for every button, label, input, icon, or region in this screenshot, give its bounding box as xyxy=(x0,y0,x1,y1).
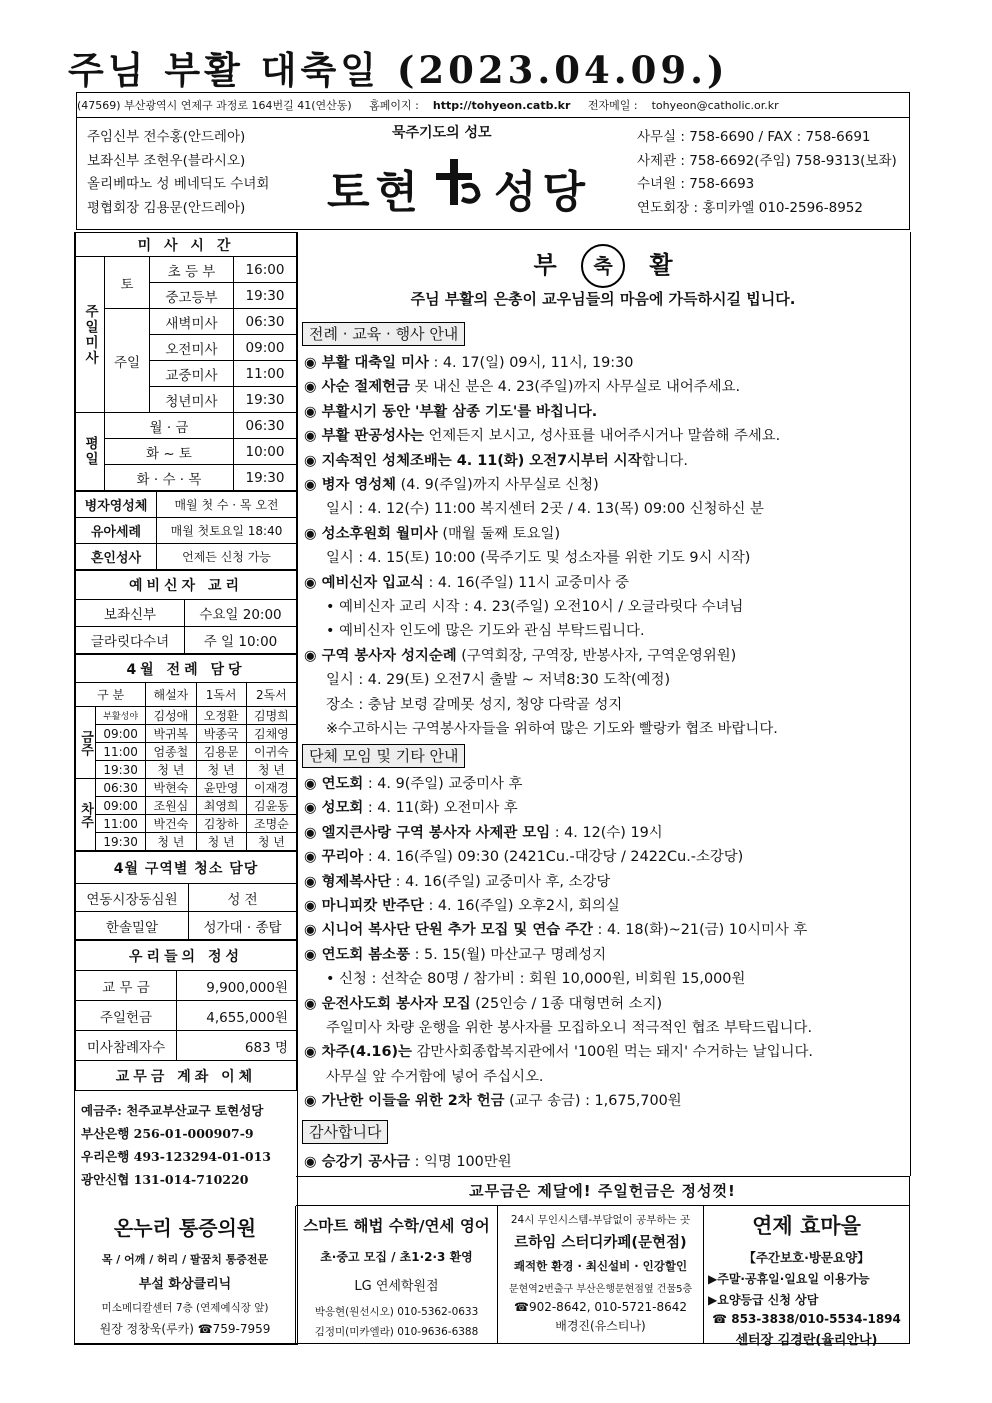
ad-studycafe xyxy=(498,1206,704,1344)
notice-detail: 장소 : 충남 보령 갈메못 성지, 청양 다락골 성지 xyxy=(326,696,623,713)
catechumen-time: 주 일 10:00 xyxy=(185,627,297,654)
heading-char: 활 xyxy=(649,250,673,279)
ad-line: 24시 무인시스템-부담없이 공부하는 곳 xyxy=(510,1214,691,1226)
notice-title: ◉ 사순 절제헌금 xyxy=(304,379,410,396)
account-line: 우리은행 493-123294-01-013 xyxy=(81,1149,271,1164)
notice-text: : 4. 12(수) 19시 xyxy=(550,824,663,841)
notice-title: ◉ 병자 영성체 xyxy=(304,477,397,494)
notice-detail: • 예비신자 인도에 많은 기도와 관심 부탁드립니다. xyxy=(326,623,645,640)
notice-detail: 주일미사 차량 운행을 위한 봉사자를 모집하오니 적극적인 협조 부탁드립니다. xyxy=(326,1020,813,1037)
liturgy-cell: 청 년 xyxy=(246,833,296,851)
weekday-time: 10:00 xyxy=(233,439,296,465)
staff-line: 평협회장 김용문(안드레아) xyxy=(87,199,246,216)
section-groups: 단체 모임 및 기타 안내 xyxy=(302,744,465,768)
mass-time-table xyxy=(75,232,297,491)
staff-list xyxy=(87,126,269,220)
mass-name: 새벽미사 xyxy=(150,309,234,335)
offering-value: 9,900,000원 xyxy=(177,971,297,1001)
news-column xyxy=(296,232,911,1176)
sacrament-time: 언제든 신청 가능 xyxy=(157,544,297,570)
liturgy-cell: 11:00 xyxy=(96,743,146,761)
sacrament-name: 혼인성사 xyxy=(76,544,157,570)
notice-text: (교구 송금) : 1,675,700원 xyxy=(504,1093,682,1110)
logo-text-right: 성당 xyxy=(494,167,592,218)
mass-name: 중고등부 xyxy=(150,283,234,309)
thanks-notices xyxy=(304,1150,512,1174)
notice-title: ◉ 꾸리아 xyxy=(304,849,364,866)
notice-text: : 4. 18(화)~21(금) 10시미사 후 xyxy=(592,922,808,939)
mass-time: 19:30 xyxy=(233,283,296,309)
weekday-time: 06:30 xyxy=(233,413,296,439)
notice-detail: ※수고하시는 구역봉사자들을 위하여 많은 기도와 빨랑카 협조 바랍니다. xyxy=(326,721,778,738)
ad-line: 센터장 김경란(율리안나) xyxy=(735,1333,878,1348)
offering-table xyxy=(75,940,297,1091)
liturgy-cell: 이귀숙 xyxy=(246,743,296,761)
ad-carecenter xyxy=(704,1206,910,1348)
notice-line xyxy=(304,571,780,595)
weekday-mass-label: 평일 xyxy=(76,413,105,491)
ad-title: 스마트 해법 수학/연세 영어 xyxy=(303,1217,490,1235)
notice-line xyxy=(304,375,780,399)
liturgy-cell: 09:00 xyxy=(96,797,146,815)
notice-text: : 4. 17(일) 09시, 11시, 19:30 xyxy=(428,355,634,371)
this-week-label: 금주 xyxy=(76,707,96,779)
notice-line xyxy=(304,967,813,991)
weekday-time: 19:30 xyxy=(233,465,296,491)
liturgy-cell: 박귀복 xyxy=(146,725,196,743)
ad-line: 부설 화상클리닉 xyxy=(138,1277,232,1292)
liturgy-title: 4월 전례 담당 xyxy=(76,655,297,683)
ad-line: 원장 정창욱(루카) ☎759-7959 xyxy=(99,1322,271,1336)
notice-title: ◉ 엘지큰사랑 구역 봉사자 사제관 모임 xyxy=(304,824,551,841)
liturgy-cell: 청 년 xyxy=(246,761,296,779)
notice-line xyxy=(304,918,813,942)
weekday-name: 월 · 금 xyxy=(105,413,234,439)
sacrament-time: 매월 첫토요일 18:40 xyxy=(157,518,297,544)
sacrament-table xyxy=(75,491,297,570)
liturgy-cell: 엄종철 xyxy=(146,743,196,761)
mass-time: 16:00 xyxy=(233,257,296,283)
left-column xyxy=(74,232,298,1345)
mass-name: 교중미사 xyxy=(150,361,234,387)
cleaning-area: 성가대 · 종탑 xyxy=(189,912,297,940)
sacrament-time: 매월 첫 수 · 목 오전 xyxy=(157,492,297,518)
liturgy-cell: 김성애 xyxy=(146,707,196,725)
page-title: 주님 부활 대축일 (2023.04.09.) xyxy=(68,48,729,92)
notice-text: : 4. 16(주일) 09:30 (2421Cu.-대강당 / 2422Cu.-소강당) xyxy=(363,849,744,866)
weekday-name: 화 · 수 · 목 xyxy=(105,465,234,491)
catechumen-teacher: 글라릿다수녀 xyxy=(76,627,185,654)
footer-slogan: 교무금은 제달에! 주일헌금은 정성껏! xyxy=(296,1176,910,1206)
notice-title: ◉ 운전사도회 봉사자 모집 xyxy=(304,995,471,1012)
notice-line xyxy=(304,1089,813,1113)
notice-title: ◉ 연도회 봄소풍 xyxy=(304,946,410,963)
liturgy-cell: 09:00 xyxy=(96,725,146,743)
notice-line xyxy=(304,772,813,796)
notice-line xyxy=(304,644,780,668)
contact-line: 사제관 : 758-6692(주임) 758-9313(보좌) xyxy=(637,152,897,169)
parish-logo xyxy=(327,156,591,220)
parish-header xyxy=(76,118,910,230)
mass-time: 19:30 xyxy=(233,387,296,413)
offering-label: 주일헌금 xyxy=(76,1001,177,1031)
notice-text: : 4. 11(화) 오전미사 후 xyxy=(363,800,518,817)
liturgy-cell: 조명순 xyxy=(246,815,296,833)
ad-line: 박응현(원선시오) 010-5362-0633 xyxy=(314,1306,479,1318)
liturgy-cell: 박현숙 xyxy=(146,779,196,797)
notice-line xyxy=(304,870,813,894)
notice-text: (4. 9(주일)까지 사무실로 신청) xyxy=(396,477,599,494)
liturgy-cell: 김창하 xyxy=(196,815,246,833)
sacrament-name: 병자영성체 xyxy=(76,492,157,518)
notice-detail: 일시 : 4. 15(토) 10:00 (묵주기도 및 성소자를 위한 기도 9시 시작) xyxy=(326,550,751,567)
staff-line: 주임신부 전수홍(안드레아) xyxy=(87,129,246,145)
notice-text: (25인승 / 1종 대형면허 소지) xyxy=(470,995,663,1012)
notice-title: ◉ 승강기 공사금 xyxy=(304,1154,410,1170)
sun-label: 주일 xyxy=(105,309,150,413)
notice-text: : 4. 9(주일) 교중미사 후 xyxy=(363,776,523,792)
greeting: 주님 부활의 은총이 교우님들의 마음에 가득하시길 빕니다. xyxy=(410,290,796,308)
homepage-link[interactable]: http://tohyeon.catb.kr xyxy=(432,99,571,112)
notice-title: ◉ 마니피캇 반주단 xyxy=(304,898,424,915)
mass-time: 06:30 xyxy=(233,309,296,335)
liturgy-cell: 청 년 xyxy=(196,761,246,779)
catechumen-time: 수요일 20:00 xyxy=(185,600,297,627)
offering-value: 683 명 xyxy=(177,1031,297,1061)
sat-label: 토 xyxy=(105,257,150,309)
ad-line: LG 연세학원점 xyxy=(354,1279,439,1294)
notice-line xyxy=(304,693,780,717)
notice-detail: • 예비신자 교리 시작 : 4. 23(주일) 오전10시 / 오글라릿다 수녀님 xyxy=(326,599,744,616)
offering-label: 교 무 금 xyxy=(76,971,177,1001)
cross-icon xyxy=(424,157,494,218)
ad-line: 쾌적한 환경 · 최신설비 · 인강할인 xyxy=(513,1259,688,1273)
notice-detail: • 신청 : 선착순 80명 / 참가비 : 회원 10,000원, 비회원 15,000원 xyxy=(326,971,746,988)
easter-heading xyxy=(296,244,910,288)
ad-line: ☎ 853-3838/010-5534-1894 xyxy=(712,1312,901,1326)
notice-line xyxy=(304,845,813,869)
homepage-label: 홈페이지 : xyxy=(369,99,419,112)
notice-line xyxy=(304,546,780,570)
cleaning-table xyxy=(75,851,297,940)
notice-text: : 4. 16(주일) 교중미사 후, 소강당 xyxy=(391,873,611,890)
liturgy-cell: 윤만영 xyxy=(196,779,246,797)
col-header: 구 분 xyxy=(76,683,146,707)
account-holder: 예금주: 천주교부산교구 토현성당 xyxy=(81,1103,264,1118)
ad-line: ▶요양등급 신청 상담 xyxy=(708,1293,819,1307)
notice-text: 못 내신 분은 4. 23(주일)까지 사무실로 내어주세요. xyxy=(410,379,741,396)
ad-line: 목 / 어깨 / 허리 / 팔꿈치 통증전문 xyxy=(101,1253,269,1266)
notice-line xyxy=(304,595,780,619)
offering-title: 우리들의 정성 xyxy=(76,941,297,971)
notice-text: : 익명 100만원 xyxy=(410,1154,512,1170)
email-label: 전자메일 : xyxy=(587,99,638,112)
mass-time: 09:00 xyxy=(233,335,296,361)
liturgy-table xyxy=(75,654,297,851)
notice-line xyxy=(304,943,813,967)
liturgy-cell: 조원심 xyxy=(146,797,196,815)
ad-line: 문현역2번출구 부산은행문현점옆 건물5층 xyxy=(508,1284,693,1295)
notice-detail: 일시 : 4. 12(수) 11:00 복지센터 2곳 / 4. 13(목) 09:00 신청하신 분 xyxy=(326,501,764,518)
section-liturgy: 전례 · 교육 · 행사 안내 xyxy=(302,322,465,346)
ad-line: 초·중고 모집 / 초1·2·3 환영 xyxy=(320,1250,473,1264)
notice-line xyxy=(304,894,813,918)
account-list xyxy=(75,1091,297,1199)
liturgy-cell: 김윤동 xyxy=(246,797,296,815)
notice-line xyxy=(304,1065,813,1089)
logo-text-left: 토현 xyxy=(327,167,425,218)
notice-title: ◉ 시니어 복사단 단원 추가 모집 및 연습 주간 xyxy=(304,922,593,939)
notice-title: ◉ 성소후원회 월미사 xyxy=(304,525,438,542)
liturgy-cell: 청 년 xyxy=(146,833,196,851)
liturgy-cell: 청 년 xyxy=(146,761,196,779)
liturgy-cell: 이재경 xyxy=(246,779,296,797)
notice-title: ◉ 가난한 이들을 위한 2차 헌금 xyxy=(304,1093,505,1110)
notice-line xyxy=(304,1150,512,1174)
heading-emblem: 축 xyxy=(581,244,625,288)
contact-line: 사무실 : 758-6690 / FAX : 758-6691 xyxy=(637,129,871,145)
notice-title: ◉ 차주(4.16)는 xyxy=(304,1044,412,1061)
cleaning-area: 성 전 xyxy=(189,884,297,912)
liturgy-cell: 김명희 xyxy=(246,707,296,725)
contact-list xyxy=(637,126,897,220)
liturgy-cell: 김채영 xyxy=(246,725,296,743)
col-header: 1독서 xyxy=(196,683,246,707)
liturgy-cell: 박종국 xyxy=(196,725,246,743)
notice-line xyxy=(304,424,780,448)
notice-line xyxy=(304,351,780,375)
notice-title: ◉ 부활 대축일 미사 xyxy=(304,355,429,371)
notice-detail: 사무실 앞 수거함에 넣어 주십시오. xyxy=(326,1068,544,1085)
catechumen-teacher: 보좌신부 xyxy=(76,600,185,627)
liturgy-cell: 청 년 xyxy=(196,833,246,851)
ad-title: 르하임 스터디카페(문현점) xyxy=(514,1235,687,1251)
cleaning-district: 연동시장동심원 xyxy=(76,884,189,912)
mass-name: 청년미사 xyxy=(150,387,234,413)
liturgy-cell: 부활성야 xyxy=(96,707,146,725)
logo-subtitle: 묵주기도의 성모 xyxy=(392,125,492,141)
notice-line xyxy=(304,473,780,497)
notice-detail: 일시 : 4. 29(토) 오전7시 출발 ~ 저녁8:30 도착(예정) xyxy=(326,672,671,689)
notice-line xyxy=(304,1016,813,1040)
notice-line xyxy=(304,522,780,546)
mass-title: 미 사 시 간 xyxy=(76,233,297,257)
notice-title: ◉ 성모회 xyxy=(304,800,364,817)
notice-line xyxy=(304,449,780,473)
notice-line xyxy=(304,668,780,692)
notice-line xyxy=(304,619,780,643)
liturgy-cell: 오정환 xyxy=(196,707,246,725)
next-week-label: 차주 xyxy=(76,779,96,851)
heading-char: 부 xyxy=(533,250,557,279)
staff-line: 올리베따노 성 베네딕도 수녀회 xyxy=(87,176,270,192)
address-bar xyxy=(76,92,910,118)
ad-line: 【주간보호·방문요양】 xyxy=(743,1250,870,1265)
offering-value: 4,655,000원 xyxy=(177,1001,297,1031)
contact-line: 연도회장 : 홍미카엘 010-2596-8952 xyxy=(637,199,863,216)
notice-line xyxy=(304,992,813,1016)
offering-label: 미사참례자수 xyxy=(76,1031,177,1061)
liturgy-cell: 박건숙 xyxy=(146,815,196,833)
ad-academy xyxy=(296,1206,498,1344)
account-line: 부산은행 256-01-000907-9 xyxy=(81,1126,254,1141)
notice-line xyxy=(304,497,780,521)
notice-title: ◉ 부활 판공성사는 xyxy=(304,428,424,445)
notice-line xyxy=(304,400,780,424)
cleaning-title: 4월 구역별 청소 담당 xyxy=(76,852,297,884)
notice-line xyxy=(304,821,813,845)
notice-title: ◉ 구역 봉사자 성지순례 xyxy=(304,647,457,664)
liturgy-notices xyxy=(304,351,780,742)
catechumen-table xyxy=(75,570,297,654)
email-link[interactable]: tohyeon@catholic.or.kr xyxy=(651,99,779,112)
notice-text: : 4. 16(주일) 11시 교중미사 중 xyxy=(423,574,629,591)
notice-text: 감만사회종합복지관에서 '100원 먹는 돼지' 수거하는 날입니다. xyxy=(411,1044,813,1061)
notice-title: ◉ 지속적인 성체조배는 4. 11(화) 오전7시부터 시작 xyxy=(304,452,642,469)
col-header: 2독서 xyxy=(246,683,296,707)
weekday-name: 화 ~ 토 xyxy=(105,439,234,465)
cleaning-district: 한솔밀알 xyxy=(76,912,189,940)
mass-name: 오전미사 xyxy=(150,335,234,361)
mass-name: 초 등 부 xyxy=(150,257,234,283)
contact-line: 수녀원 : 758-6693 xyxy=(637,176,755,192)
notice-title: ◉ 부활시기 동안 '부활 삼종 기도'를 바칩니다. xyxy=(304,403,598,420)
liturgy-cell: 최영희 xyxy=(196,797,246,815)
ad-line: 미소메디칼센터 7층 (연제예식장 앞) xyxy=(101,1302,269,1314)
ad-title: 온누리 통증의원 xyxy=(113,1216,257,1240)
account-line: 광안신협 131-014-710220 xyxy=(81,1172,249,1187)
liturgy-cell: 19:30 xyxy=(96,761,146,779)
notice-text: 합니다. xyxy=(641,452,688,469)
notice-text: : 5. 15(월) 마산교구 명례성지 xyxy=(410,946,607,963)
liturgy-cell: 김용문 xyxy=(196,743,246,761)
address: (47569) 부산광역시 연제구 과정로 164번길 41(연산동) xyxy=(77,99,352,112)
ad-title: 연제 효마을 xyxy=(752,1214,861,1238)
notice-text: : 4. 16(주일) 오후2시, 회의실 xyxy=(423,898,620,915)
ad-clinic xyxy=(74,1206,296,1344)
section-thanks: 감사합니다 xyxy=(302,1120,388,1144)
ad-line: 배경진(유스티나) xyxy=(555,1319,646,1333)
liturgy-cell: 11:00 xyxy=(96,815,146,833)
liturgy-cell: 19:30 xyxy=(96,833,146,851)
mass-time: 11:00 xyxy=(233,361,296,387)
col-header: 해설자 xyxy=(146,683,196,707)
liturgy-cell: 06:30 xyxy=(96,779,146,797)
ad-line: ☎902-8642, 010-5721-8642 xyxy=(514,1300,687,1314)
staff-line: 보좌신부 조현우(블라시오) xyxy=(87,152,246,169)
group-notices xyxy=(304,772,813,1114)
ad-line: ▶주말·공휴일·일요일 이용가능 xyxy=(708,1272,870,1286)
notice-line xyxy=(304,717,780,741)
notice-title: ◉ 연도회 xyxy=(304,776,364,792)
notice-text: (매월 둘째 토요일) xyxy=(437,525,561,542)
catechumen-title: 예비신자 교리 xyxy=(76,571,297,600)
sacrament-name: 유아세례 xyxy=(76,518,157,544)
ad-line: 김정미(미카엘라) 010-9636-6388 xyxy=(314,1326,479,1338)
account-title: 교무금 계좌 이체 xyxy=(76,1061,297,1091)
notice-title: ◉ 형제복사단 xyxy=(304,873,392,890)
notice-text: (구역회장, 구역장, 반봉사자, 구역운영위원) xyxy=(456,647,737,664)
notice-line xyxy=(304,1040,813,1064)
notice-text: 언제든지 보시고, 성사표를 내어주시거나 말씀해 주세요. xyxy=(423,428,781,445)
notice-line xyxy=(304,796,813,820)
notice-title: ◉ 예비신자 입교식 xyxy=(304,574,424,591)
sunday-mass-label: 주일미사 xyxy=(76,257,105,413)
